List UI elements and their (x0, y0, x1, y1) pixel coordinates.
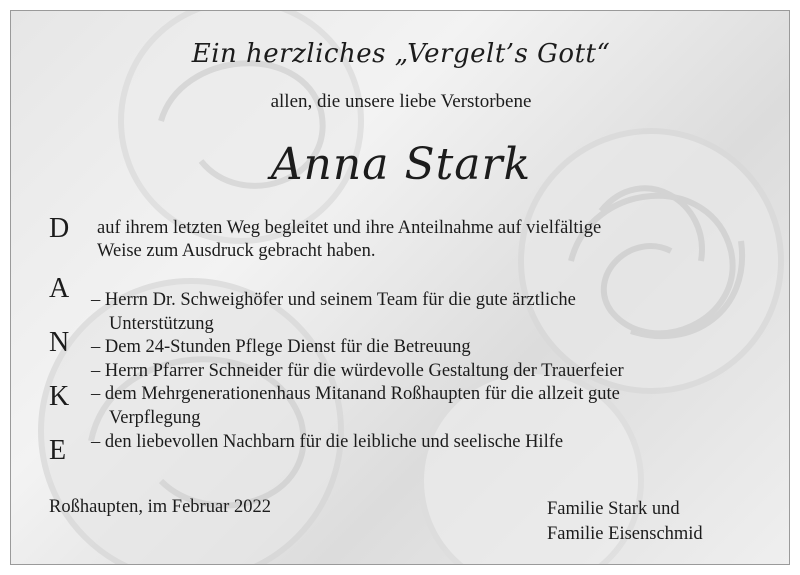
place-date: Roßhaupten, im Februar 2022 (49, 497, 271, 517)
deceased-name: Anna Stark (270, 139, 532, 190)
thanks-line: – Dem 24-Stunden Pflege Dienst für die Betreuung (91, 337, 471, 358)
family-signature (547, 497, 703, 547)
thanks-list (91, 289, 624, 454)
intro-text (97, 217, 601, 263)
heading-gratitude: Ein herzliches „Vergelt’s Gott“ (191, 39, 611, 69)
intro-line: auf ihrem letzten Weg begleitet und ihre Anteilnahme auf vielfältige (97, 218, 602, 238)
thanks-line: – Herrn Pfarrer Schneider für die würdevolle Gestaltung der Trauerfeier (91, 360, 624, 381)
danke-letter-k: K (49, 381, 70, 412)
thanks-line: Verpflegung (109, 407, 201, 428)
danke-letter-d: D (49, 213, 70, 244)
thanks-line: – den liebevollen Nachbarn für die leibliche und seelische Hilfe (91, 431, 564, 452)
thanks-line: Unterstützung (109, 313, 214, 334)
family-line: Familie Stark und (547, 499, 680, 519)
danke-letter-n: N (49, 327, 70, 358)
thanks-line: – Herrn Dr. Schweighöfer und seinem Team für die gute ärztliche (91, 290, 576, 310)
intro-line: Weise zum Ausdruck gebracht haben. (97, 241, 376, 261)
obituary-card (10, 10, 790, 565)
family-line: Familie Eisenschmid (547, 524, 703, 544)
danke-letter-a: A (49, 273, 70, 304)
thanks-line: – dem Mehrgenerationenhaus Mitanand Roßhaupten für die allzeit gute (91, 384, 620, 405)
subheading-deceased-intro: allen, die unsere liebe Verstorbene (270, 91, 532, 112)
danke-letter-e: E (49, 435, 67, 466)
